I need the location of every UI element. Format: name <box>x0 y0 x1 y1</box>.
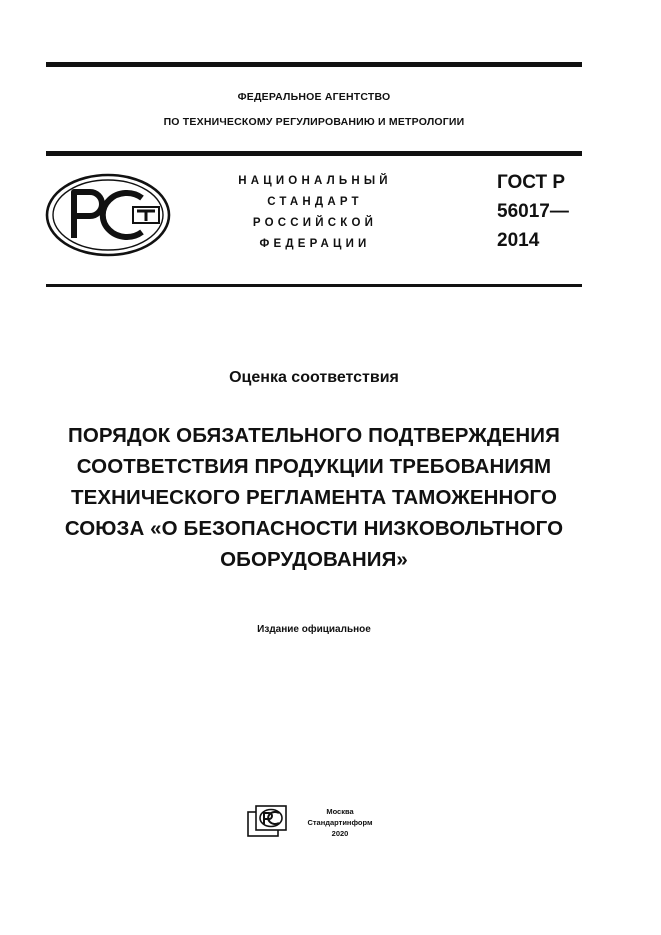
standard-type-line: РОССИЙСКОЙ <box>252 217 378 229</box>
publisher-city: Москва <box>326 807 354 816</box>
standard-type-line: ФЕДЕРАЦИИ <box>259 238 371 250</box>
publisher-name: Стандартинформ <box>307 818 373 827</box>
title-line: ПОРЯДОК ОБЯЗАТЕЛЬНОГО ПОДТВЕРЖДЕНИЯ <box>68 424 560 447</box>
agency-line-1: ФЕДЕРАЛЬНОЕ АГЕНТСТВО <box>237 91 391 103</box>
document-subtitle: Оценка соответствия <box>229 369 399 386</box>
standard-designation <box>497 168 569 255</box>
standartinform-logo-icon <box>247 805 287 837</box>
agency-line-2: ПО ТЕХНИЧЕСКОМУ РЕГУЛИРОВАНИЮ И МЕТРОЛОГИИ <box>163 116 465 128</box>
publisher-block <box>292 806 388 839</box>
header-rule <box>46 151 582 156</box>
title-line: ОБОРУДОВАНИЯ» <box>220 548 408 571</box>
standard-type-line: НАЦИОНАЛЬНЫЙ <box>238 175 392 187</box>
header-bottom-rule <box>46 284 582 287</box>
document-title <box>30 420 598 575</box>
standard-type-line: СТАНДАРТ <box>267 196 363 208</box>
title-line: СОЮЗА «О БЕЗОПАСНОСТИ НИЗКОВОЛЬТНОГО <box>64 517 564 540</box>
title-line: СООТВЕТСТВИЯ ПРОДУКЦИИ ТРЕБОВАНИЯМ <box>76 455 552 478</box>
standard-type-block <box>222 171 408 255</box>
publisher-year: 2020 <box>331 829 349 838</box>
top-rule <box>46 62 582 67</box>
designation-line: ГОСТ Р <box>497 172 566 193</box>
title-line: ТЕХНИЧЕСКОГО РЕГЛАМЕНТА ТАМОЖЕННОГО <box>70 486 557 509</box>
designation-line: 2014 <box>497 230 540 251</box>
gost-r-logo-icon <box>44 172 174 258</box>
designation-line: 56017— <box>497 201 569 222</box>
edition-note: Издание официальное <box>257 624 371 635</box>
